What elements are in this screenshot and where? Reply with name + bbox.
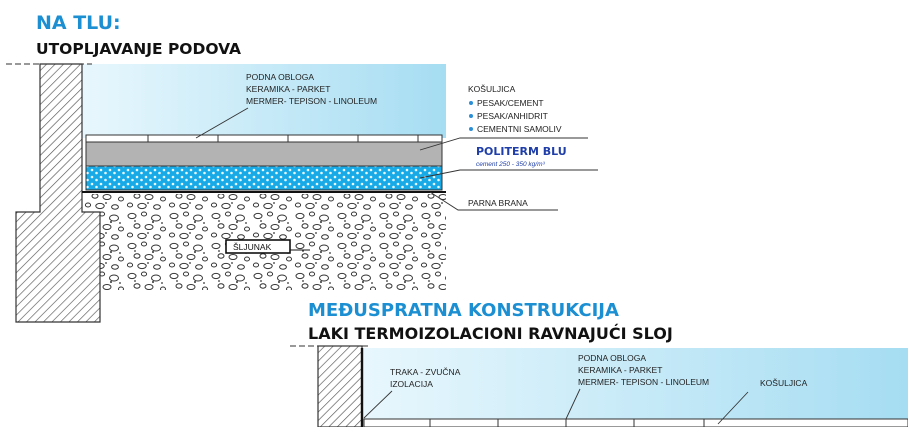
gravel-label: ŠLJUNAK — [233, 242, 272, 252]
interfloor-subtitle: LAKI TERMOIZOLACIONI RAVNAJUĆI SLOJ — [308, 324, 673, 343]
screed-title-label: KOŠULJICA — [468, 84, 516, 94]
screed-layer — [86, 142, 442, 166]
ground-subtitle: UTOPLJAVANJE PODOVA — [36, 40, 242, 58]
interfloor-title: MEĐUSPRATNA KONSTRUKCIJA — [308, 300, 619, 321]
ground-floor-label-1: PODNA OBLOGA — [246, 72, 315, 82]
interfloor-wall — [318, 346, 362, 427]
ground-title: NA TLU: — [36, 12, 121, 34]
bullet-icon — [469, 114, 473, 118]
bullet-icon — [469, 127, 473, 131]
interfloor-floor-label-2: KERAMIKA - PARKET — [578, 365, 663, 375]
screed-item-2: PESAK/ANHIDRIT — [477, 111, 548, 121]
interfloor-floor-label-3: MERMER- TEPISON - LINOLEUM — [578, 377, 710, 387]
vapor-label: PARNA BRANA — [468, 198, 528, 208]
insulation-leader-line — [420, 170, 598, 178]
product-sub-label: cement 250 - 350 kg/m³ — [476, 161, 545, 168]
screed-item-3: CEMENTNI SAMOLIV — [477, 124, 562, 134]
strip-label-1: TRAKA - ZVUČNA — [390, 367, 461, 377]
interfloor-floor-label-1: PODNA OBLOGA — [578, 353, 647, 363]
interfloor-screed-label: KOŠULJICA — [760, 378, 808, 388]
ground-floor-label-3: MERMER- TEPISON - LINOLEUM — [246, 96, 378, 106]
interfloor-floor-tiles — [364, 419, 908, 427]
ground-floor-label-2: KERAMIKA - PARKET — [246, 84, 331, 94]
product-label: POLITERM BLU — [476, 145, 567, 158]
floor-tiles — [86, 135, 442, 142]
insulation-layer — [86, 166, 442, 190]
screed-item-1: PESAK/CEMENT — [477, 98, 544, 108]
bullet-icon — [469, 101, 473, 105]
strip-label-2: IZOLACIJA — [390, 379, 433, 389]
